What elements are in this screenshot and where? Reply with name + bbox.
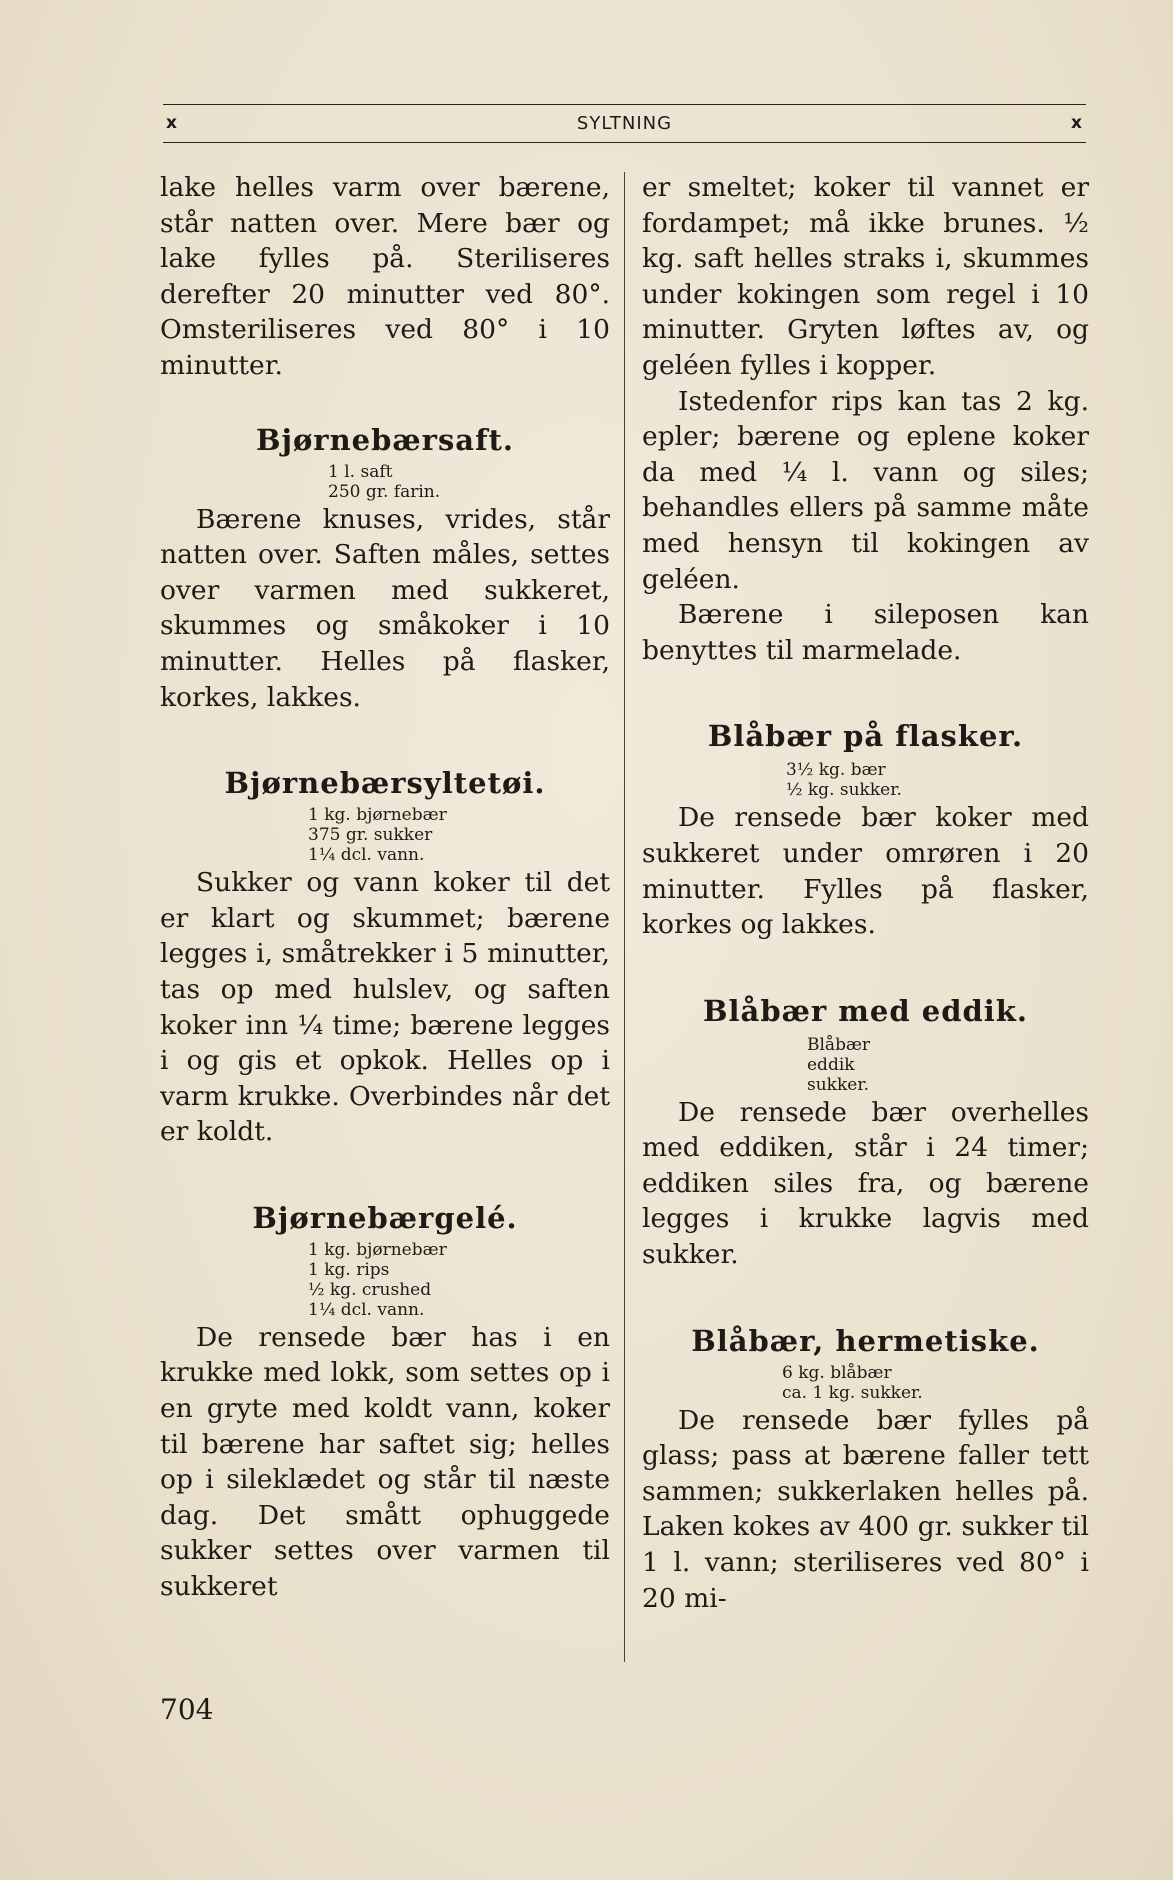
- ingredient: 1 kg. bjørnebær: [308, 1239, 447, 1260]
- ingredients-bjornebaersyltetoi: [160, 805, 610, 865]
- ingredient: ca. 1 kg. sukker.: [782, 1382, 923, 1403]
- recipe-text-bjornebaersyltetoi: Sukker og vann koker til det er klart og skummet; bærene legges i, småtrekker i 5 minutter, tas op med hulslev, og saften koker inn ¼ time; bærene legges i og gis et opkok. Helles op i varm krukke. Overbindes når det er koldt.: [160, 867, 610, 1148]
- header-rule-top: [163, 104, 1086, 105]
- right-column: [642, 170, 1089, 1616]
- recipe-text-bjornebaersaft: Bærene knuses, vrides, står natten over. Saften måles, settes over varmen med sukkeret, skummes og småkoker i 10 minutter. Helles på flasker, korkes, lakkes.: [160, 503, 610, 713]
- running-header: [163, 111, 1086, 139]
- ingredient: 1 kg. bjørnebær: [308, 805, 447, 826]
- recipe-title-bjornebaersaft: Bjørnebærsaft.: [255, 422, 515, 457]
- ingredient: ½ kg. sukker.: [786, 780, 902, 801]
- ingredient: Blåbær: [807, 1034, 871, 1055]
- recipe-text-blabaer-hermetiske: De rensede bær fylles på glass; pass at bærene faller tett sammen; sukkerlaken helles på. Laken kokes av 400 gr. sukker til 1 l. vann; steriliseres ved 80° i 20 mi-: [642, 1404, 1089, 1614]
- ingredient: 1 l. saft: [328, 461, 393, 482]
- ornament-right: x: [1071, 113, 1083, 133]
- recipe-title-blabaer-flasker: Blåbær på flasker.: [707, 719, 1024, 754]
- recipe-title-blabaer-hermetiske: Blåbær, hermetiske.: [691, 1323, 1040, 1358]
- recipe-title-blabaer-eddik: Blåbær med eddik.: [703, 993, 1028, 1028]
- ingredient: 375 gr. sukker: [308, 825, 433, 846]
- ornament-left: x: [166, 113, 178, 133]
- ingredients-blabaer-eddik: [642, 1035, 1089, 1095]
- recipe-title-bjornebaergele: Bjørnebærgelé.: [252, 1200, 518, 1235]
- ingredient: 250 gr. farin.: [328, 481, 441, 502]
- ingredients-blabaer-hermetiske: [642, 1363, 1089, 1403]
- recipe-text-blabaer-flasker: De rensede bær koker med sukkeret under omrøren i 20 minutter. Fylles på flasker, korkes og lakkes.: [642, 802, 1089, 941]
- recipe-text-bjornebaergele: De rensede bær has i en krukke med lokk, som settes op i en gryte med koldt vann, koker til bærene har saftet sig; helles op i sileklædet og står til næste dag. Det smått ophuggede sukker settes over varmen til sukkeret: [160, 1321, 610, 1603]
- ingredient: sukker.: [807, 1074, 869, 1095]
- ingredient: ½ kg. crushed: [308, 1279, 432, 1300]
- left-column: [160, 170, 610, 1605]
- intro-paragraph: lake helles varm over bærene, står natten over. Mere bær og lake fylles på. Steriliseres derefter 20 minutter ved 80°. Omsteriliseres ved 80° i 10 minutter.: [160, 172, 610, 381]
- recipe-text-blabaer-eddik: De rensede bær overhelles med eddiken, står i 24 timer; eddiken siles fra, og bærene legges i krukke lagvis med sukker.: [642, 1096, 1089, 1271]
- ingredient: 3½ kg. bær: [786, 760, 886, 781]
- ingredient: 1¼ dcl. vann.: [308, 845, 425, 866]
- ingredient: 1¼ dcl. vann.: [308, 1299, 425, 1320]
- paragraph: Bærene i sileposen kan benyttes til marmelade.: [642, 599, 1089, 666]
- ingredient: 1 kg. rips: [308, 1259, 390, 1280]
- paragraph: Istedenfor rips kan tas 2 kg. epler; bærene og eplene koker da med ¼ l. vann og siles; behandles ellers på samme måte med hensyn til kokingen av geléen.: [642, 385, 1089, 595]
- ingredients-bjornebaergele: [160, 1240, 610, 1320]
- ingredients-bjornebaersaft: [160, 462, 610, 502]
- ingredient: 6 kg. blåbær: [782, 1362, 892, 1383]
- ingredients-blabaer-flasker: [642, 760, 1089, 800]
- ingredient: eddik: [807, 1054, 855, 1075]
- page-number: 704: [160, 1693, 214, 1726]
- running-title: SYLTNING: [576, 113, 673, 134]
- header-rule-bottom: [163, 142, 1086, 143]
- column-divider: [624, 172, 625, 1662]
- continued-paragraph: er smeltet; koker til vannet er fordampet; må ikke brunes. ½ kg. saft helles straks i, skummes under kokingen som regel i 10 minutter. Gryten løftes av, og geléen fylles i kopper. Istedenfor rips kan tas 2 kg. epler; bærene og eplene koker da med ¼ l. vann og siles; behandles ellers på samme måte med hensyn til kokingen av geléen. Bærene i sileposen kan benyttes til marmelade.: [642, 170, 1089, 668]
- recipe-title-bjornebaersyltetoi: Bjørnebærsyltetøi.: [224, 766, 546, 801]
